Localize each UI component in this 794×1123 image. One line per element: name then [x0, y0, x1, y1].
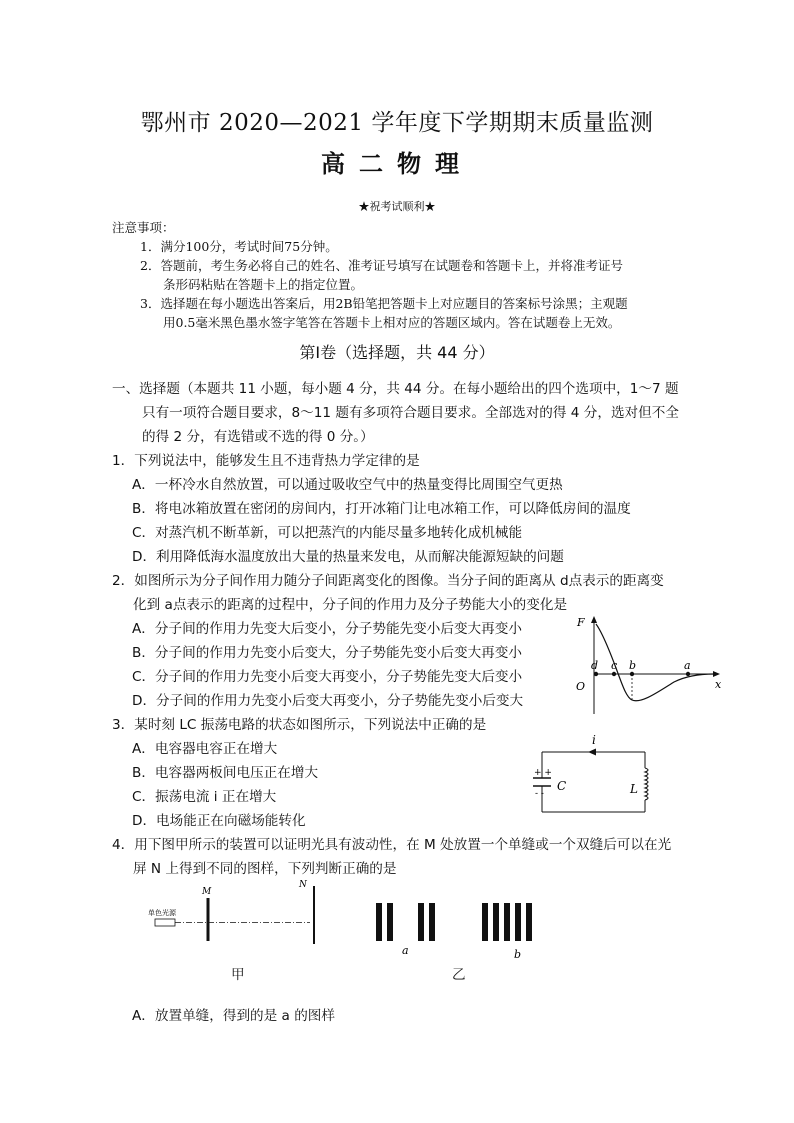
pattern-b-bar: [515, 903, 521, 941]
exam-subtitle: 高二物理: [321, 150, 473, 178]
graph-label-b: b: [629, 659, 637, 672]
pattern-b-bar: [504, 903, 510, 941]
q1-option-a: A．一杯冷水自然放置，可以通过吸收空气中的热量变得比周围空气更热: [132, 477, 563, 493]
interference-patterns: [370, 898, 540, 964]
section-intro-3: 的得 2 分，有选错或不选的得 0 分。）: [142, 429, 374, 445]
blessing-line: ★祝考试顺利★: [358, 200, 436, 213]
pattern-a-bar: [418, 903, 424, 941]
q3-option-c: C．振荡电流 i 正在增大: [132, 789, 277, 805]
q2-option-d: D．分子间的作用力先变小后变大再变小，分子势能先变小后变大: [132, 693, 524, 709]
notice-item-1: 1．满分100分，考试时间75分钟。: [140, 239, 338, 254]
caption-jia: 甲: [231, 967, 245, 983]
current-label-i: i: [592, 733, 596, 747]
q4-stem-1: 4．用下图甲所示的装置可以证明光具有波动性，在 M 处放置一个单缝或一个双缝后可以在光: [112, 837, 672, 853]
light-source-box: [155, 919, 175, 926]
current-arrow: [588, 749, 596, 756]
caption-yi: 乙: [452, 967, 466, 983]
inductor-coil: [645, 768, 648, 800]
pattern-a-bar: [376, 903, 382, 941]
section-intro-2: 只有一项符合题目要求，8～11 题有多项符合题目要求。全部选对的得 4 分，选对但不全: [142, 405, 679, 421]
point-b-dot: [630, 672, 634, 676]
point-c-dot: [612, 672, 616, 676]
q1-option-d: D．利用降低海水温度放出大量的热量来发电，从而解决能源短缺的问题: [132, 549, 564, 565]
pattern-a-bar: [429, 903, 435, 941]
graph-label-x: x: [715, 678, 722, 691]
notice-item-3-cont: 用0.5毫米黑色墨水签字笔答在答题卡上相对应的答题区域内。答在试题卷上无效。: [163, 315, 621, 330]
pattern-b-label: b: [514, 948, 522, 961]
light-source-label: 单色光源: [148, 909, 176, 917]
q1-option-c: C．对蒸汽机不断革新，可以把蒸汽的内能尽量多地转化成机械能: [132, 525, 523, 541]
graph-label-O: O: [576, 680, 586, 693]
capacitor-label-C: C: [557, 779, 567, 793]
graph-y-arrow: [591, 616, 597, 623]
pattern-b-bar: [493, 903, 499, 941]
inductor-label-L: L: [630, 782, 638, 796]
q2-stem-1: 2．如图所示为分子间作用力随分子间距离变化的图像。当分子间的距离从 d点表示的距离变: [112, 573, 664, 589]
q2-stem-2: 化到 a点表示的距离的过程中，分子间的作用力及分子势能大小的变化是: [133, 597, 568, 613]
exam-title: 鄂州市 2020—2021 学年度下学期期末质量监测: [140, 110, 654, 136]
pattern-b-bar: [482, 903, 488, 941]
pattern-b-bar: [526, 903, 532, 941]
pattern-a-bar: [387, 903, 393, 941]
molecular-force-graph: [566, 612, 730, 720]
graph-label-c: c: [611, 659, 618, 672]
notice-item-3: 3．选择题在每小题选出答案后，用2B铅笔把答题卡上对应题目的答案标号涂黑；主观题: [140, 296, 628, 311]
graph-label-d: d: [591, 659, 599, 672]
double-slit-apparatus: [140, 876, 330, 946]
graph-x-arrow: [713, 671, 720, 677]
q2-option-b: B．分子间的作用力先变小后变大，分子势能先变小后变大再变小: [132, 645, 522, 661]
point-a-dot: [686, 672, 690, 676]
q3-option-b: B．电容器两板间电压正在增大: [132, 765, 319, 781]
capacitor-plus-sign: + +: [534, 768, 552, 778]
notice-heading: 注意事项：: [112, 220, 175, 235]
q4-option-a: A．放置单缝，得到的是 a 的图样: [132, 1008, 335, 1024]
notice-item-2-cont: 条形码粘贴在答题卡上的指定位置。: [163, 277, 364, 292]
q3-option-d: D．电场能正在向磁场能转化: [132, 813, 306, 829]
q3-stem: 3．某时刻 LC 振荡电路的状态如图所示，下列说法中正确的是: [112, 717, 487, 733]
capacitor-minus-sign: - -: [535, 789, 544, 799]
pattern-a-label: a: [402, 944, 409, 957]
section-intro-1: 一、选择题（本题共 11 小题，每小题 4 分，共 44 分。在每小题给出的四个选项中，1～7 题: [112, 381, 679, 397]
label-M: M: [202, 887, 212, 897]
section-title: 第Ⅰ卷（选择题，共 44 分）: [299, 343, 495, 362]
q2-option-c: C．分子间的作用力先变小后变大再变小，分子势能先变大后变小: [132, 669, 523, 685]
notice-item-2: 2．答题前，考生务必将自己的姓名、准考证号填写在试题卷和答题卡上，并将准考证号: [140, 258, 623, 273]
q3-option-a: A．电容器电容正在增大: [132, 741, 278, 757]
q2-option-a: A．分子间的作用力先变大后变小，分子势能先变小后变大再变小: [132, 621, 522, 637]
graph-label-F: F: [577, 616, 585, 629]
q1-option-b: B．将电冰箱放置在密闭的房间内，打开冰箱门让电冰箱工作，可以降低房间的温度: [132, 501, 631, 517]
graph-label-a: a: [684, 659, 691, 672]
lc-circuit-diagram: [530, 730, 660, 820]
q4-stem-2: 屏 N 上得到不同的图样，下列判断正确的是: [133, 861, 397, 877]
label-N: N: [299, 880, 307, 890]
point-d-dot: [594, 672, 598, 676]
q1-stem: 1．下列说法中，能够发生且不违背热力学定律的是: [112, 453, 420, 469]
